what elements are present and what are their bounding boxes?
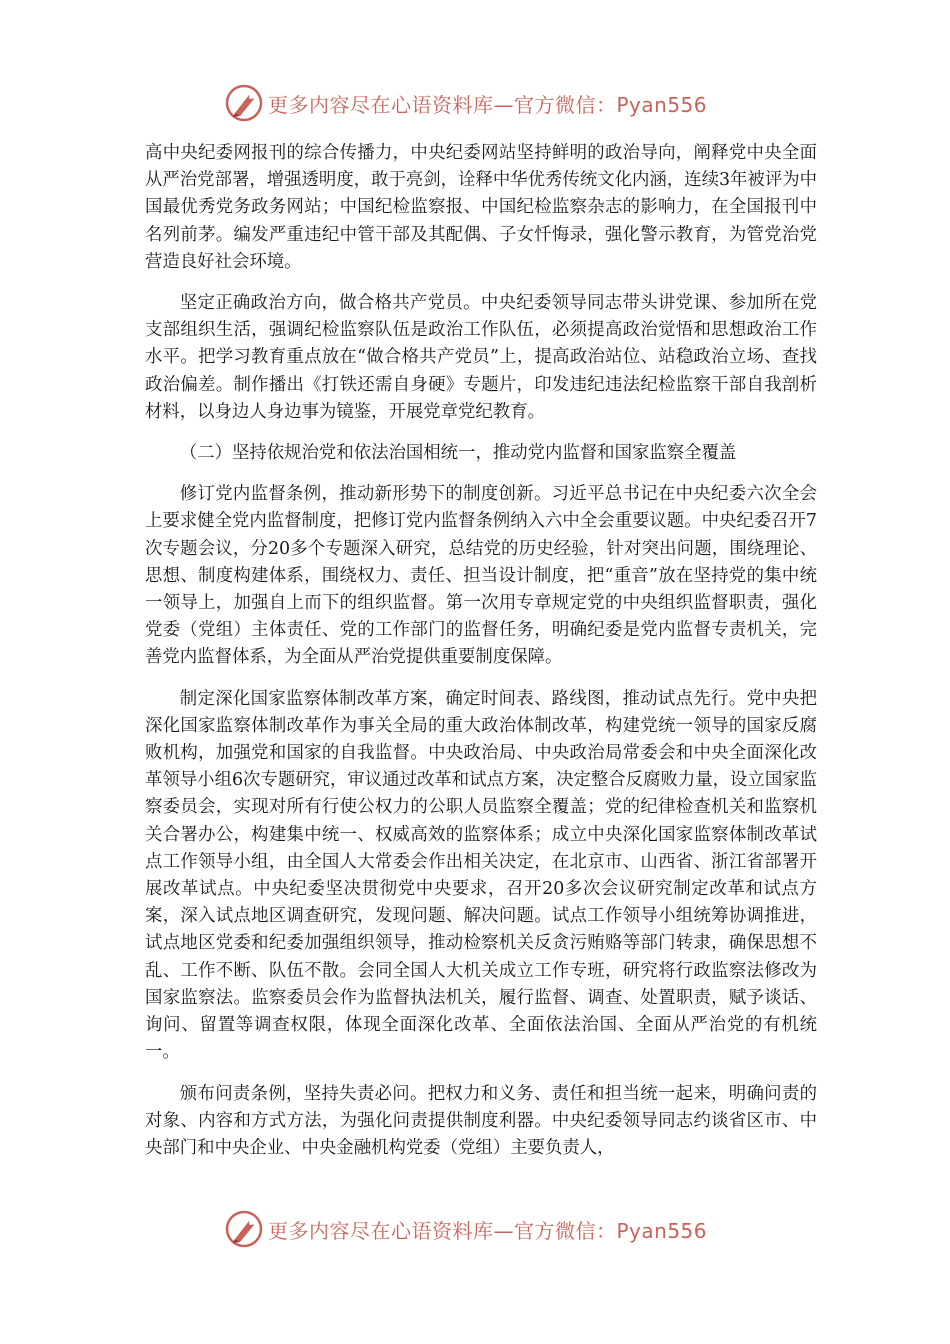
banner-text: 更多内容尽在心语资料库—官方微信：Pyan556 xyxy=(268,92,708,117)
footer-watermark-banner xyxy=(224,1208,744,1250)
header-watermark-banner xyxy=(224,82,744,124)
banner-text: 更多内容尽在心语资料库—官方微信：Pyan556 xyxy=(268,1218,708,1243)
paragraph-continuation: 高中央纪委网报刊的综合传播力，中央纪委网站坚持鲜明的政治导向，阐释党中央全面从严治党部署，增强透明度，敢于亮剑，诠释中华优秀传统文化内涵，连续3年被评为中国最优秀党务政务网站；中国纪检监察报、中国纪检监察杂志的影响力，在全国报刊中名列前茅。编发严重违纪中管干部及其配偶、子女忏悔录，强化警示教育，为管党治党营造良好社会环境。 xyxy=(145,143,817,272)
paragraph: 修订党内监督条例，推动新形势下的制度创新。习近平总书记在中央纪委六次全会上要求健全党内监督制度，把修订党内监督条例纳入六中全会重要议题。中央纪委召开7次专题会议，分20多个专题深入研究，总结党的历史经验，针对突出问题，围绕理论、思想、制度构建体系，围绕权力、责任、担当设计制度，把“重音”放在坚持党的集中统一领导上，加强自上而下的组织监督。第一次用专章规定党的中央组织监督职责，强化党委（党组）主体责任、党的工作部门的监督任务，明确纪委是党内监督专责机关，完善党内监督体系，为全面从严治党提供重要制度保障。 xyxy=(145,484,817,668)
pen-nib-logo-icon xyxy=(224,1209,264,1249)
document-body xyxy=(145,140,817,1162)
paragraph: 颁布问责条例，坚持失责必问。把权力和义务、责任和担当统一起来，明确问责的对象、内容和方式方法，为强化问责提供制度利器。中央纪委领导同志约谈省区市、中央部门和中央企业、中央金融机构党委（党组）主要负责人， xyxy=(145,1083,817,1158)
paragraph: 制定深化国家监察体制改革方案，确定时间表、路线图，推动试点先行。党中央把深化国家监察体制改革作为事关全局的重大政治体制改革，构建党统一领导的国家反腐败机构，加强党和国家的自我监督。中央政治局、中央政治局常委会和中央全面深化改革领导小组6次专题研究，审议通过改革和试点方案，决定整合反腐败力量，设立国家监察委员会，实现对所有行使公权力的公职人员监察全覆盖；党的纪律检查机关和监察机关合署办公，构建集中统一、权威高效的监察体系；成立中央深化国家监察体制改革试点工作领导小组，由全国人大常委会作出相关决定，在北京市、山西省、浙江省部署开展改革试点。中央纪委坚决贯彻党中央要求，召开20多次会议研究制定改革和试点方案，深入试点地区调查研究，发现问题、解决问题。试点工作领导小组统筹协调推进，试点地区党委和纪委加强组织领导，推动检察机关反贪污贿赂等部门转隶，确保思想不乱、工作不断、队伍不散。会同全国人大机关成立工作专班，研究将行政监察法修改为国家监察法。监察委员会作为监督执法机关，履行监督、调查、处置职责，赋予谈话、询问、留置等调查权限，体现全面深化改革、全面依法治国、全面从严治党的有机统一。 xyxy=(145,688,817,1063)
paragraph: 坚定正确政治方向，做合格共产党员。中央纪委领导同志带头讲党课、参加所在党支部组织生活，强调纪检监察队伍是政治工作队伍，必须提高政治觉悟和思想政治工作水平。把学习教育重点放在“做合格共产党员”上，提高政治站位、站稳政治立场、查找政治偏差。制作播出《打铁还需自身硬》专题片，印发违纪违法纪检监察干部自我剖析材料，以身边人身边事为镜鉴，开展党章党纪教育。 xyxy=(145,293,817,422)
pen-nib-logo-icon xyxy=(224,83,264,123)
section-heading: （二）坚持依规治党和依法治国相统一，推动党内监督和国家监察全覆盖 xyxy=(179,443,737,464)
